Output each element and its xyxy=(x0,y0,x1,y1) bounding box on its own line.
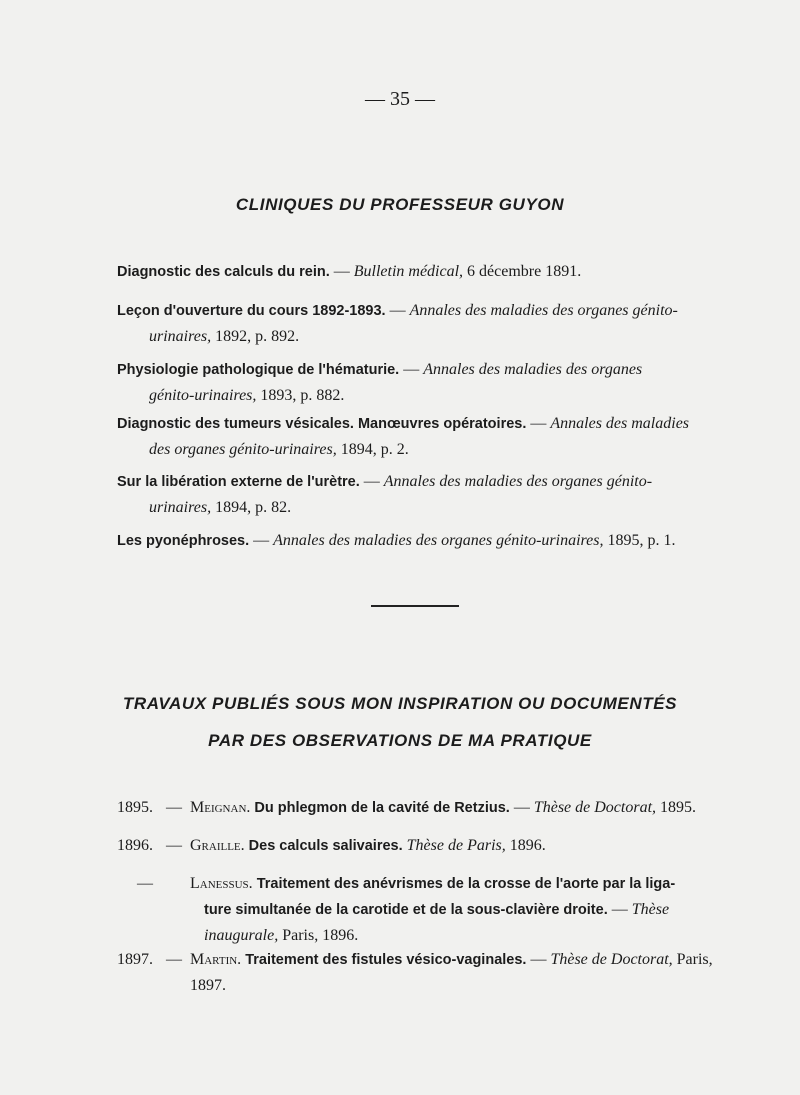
entry-source: Thèse xyxy=(631,901,670,918)
entry-source: Thèse de Doctorat, xyxy=(550,951,673,968)
section-title-travaux-line2: PAR DES OBSERVATIONS DE MA PRATIQUE xyxy=(208,731,592,750)
entry-author: Martin. xyxy=(190,951,242,968)
bibliography-entry: Diagnostic des tumeurs vésicales. Manœuvres opératoires. — Annales des maladies des organes génito-urinaires, 1894, p. 2. xyxy=(117,415,690,458)
entry-source: Thèse de Paris, xyxy=(406,837,506,854)
section-divider xyxy=(371,605,459,607)
entry-title: Leçon d'ouverture du cours 1892-1893. xyxy=(117,303,386,319)
entry-source: Annales des maladies des organes génito- xyxy=(383,473,653,490)
publication-entry: 1896. — Graille. Des calculs salivaires. Thèse de Paris, 1896. xyxy=(0,833,800,859)
bibliography-entry: Diagnostic des calculs du rein. — Bulletin médical, 6 décembre 1891. xyxy=(117,263,582,280)
entry-title: Du phlegmon de la cavité de Retzius. xyxy=(254,800,510,816)
entry-source: Annales des maladies des organes xyxy=(423,361,643,378)
entry-author: Lanessus. xyxy=(190,875,253,892)
entry-year: 1897. xyxy=(117,951,153,968)
bibliography-entry: Leçon d'ouverture du cours 1892-1893. — Annales des maladies des organes génito- urinaires, 1892, p. 892. xyxy=(117,302,678,345)
entry-title: Traitement des anévrismes de la crosse de l'aorte par la liga- xyxy=(256,876,676,892)
entry-title: Sur la libération externe de l'urètre. xyxy=(117,474,360,490)
publication-entry: 1895. — Meignan. Du phlegmon de la cavité de Retzius. — Thèse de Doctorat, 1895. xyxy=(0,795,800,821)
bibliography-entry: Sur la libération externe de l'urètre. — Annales des maladies des organes génito- urinaires, 1894, p. 82. xyxy=(117,473,653,516)
entry-title: Physiologie pathologique de l'hématurie. xyxy=(117,362,400,378)
entry-year: 1895. xyxy=(117,799,153,816)
entry-source: Annales des maladies des organes génito- xyxy=(409,302,678,319)
page-number: — 35 — xyxy=(365,88,435,110)
entry-title: Diagnostic des tumeurs vésicales. Manœuvres opératoires. xyxy=(117,416,527,432)
section-title-travaux: TRAVAUX PUBLIÉS SOUS MON INSPIRATION OU DOCUMENTÉS xyxy=(122,694,678,713)
bibliography-entry: Physiologie pathologique de l'hématurie. — Annales des maladies des organes génito-urinaires, 1893, p. 882. xyxy=(117,361,643,404)
entry-source: Bulletin médical, xyxy=(353,263,464,280)
entry-author: Meignan. xyxy=(190,799,251,816)
entry-source: Annales des maladies xyxy=(550,415,690,432)
entry-author: Graille. xyxy=(190,837,245,854)
publication-entry: — Lanessus. Traitement des anévrismes de la crosse de l'aorte par la liga- ture simultanée de la carotide et de la sous-clavière droite. — Thèse inaugurale, Paris, 1896. xyxy=(137,875,676,944)
entry-source: Annales des maladies des organes génito-urinaires, xyxy=(273,532,604,549)
entry-year: 1896. xyxy=(117,837,153,854)
entry-title: Les pyonéphroses. xyxy=(117,533,250,549)
entry-title: Diagnostic des calculs du rein. xyxy=(117,264,330,280)
bibliography-entry: Les pyonéphroses. — Annales des maladies des organes génito-urinaires, 1895, p. 1. xyxy=(117,532,676,549)
publication-entry: 1897. — Martin. Traitement des fistules vésico-vaginales. — Thèse de Doctorat, Paris, 1897. xyxy=(0,947,800,999)
entry-source: Thèse de Doctorat, xyxy=(533,799,657,816)
entry-title: Des calculs salivaires. xyxy=(248,838,403,854)
section-title-cliniques: CLINIQUES DU PROFESSEUR GUYON xyxy=(235,195,565,214)
entry-title: Traitement des fistules vésico-vaginales. xyxy=(245,952,527,968)
